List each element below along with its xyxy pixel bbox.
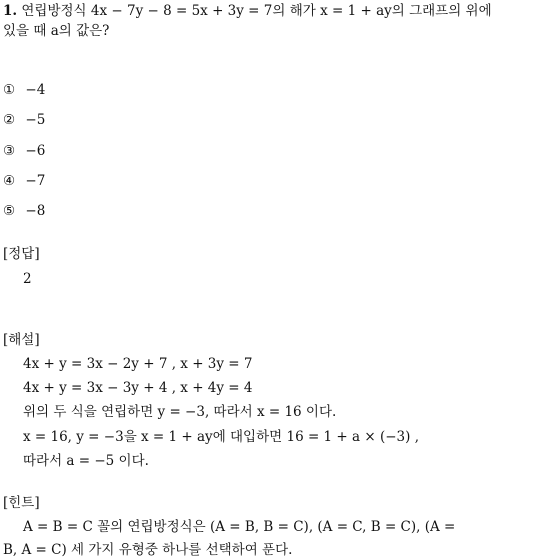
option-4[interactable]: [3, 172, 45, 190]
option-2[interactable]: [3, 111, 45, 129]
question-text-line-1: 연립방정식 4x − 7y − 8 = 5x + 3y = 7의 해가 x = 1 + ay의 그래프의 위에: [21, 3, 492, 19]
option-value: −8: [25, 203, 46, 219]
question-text-line-2: 있을 때 a의 값은?: [3, 23, 110, 39]
option-marker: ③: [3, 143, 16, 159]
option-marker: ④: [3, 173, 16, 189]
solution-label: [해설]: [3, 332, 40, 348]
option-marker: ①: [3, 82, 16, 98]
hint-line-2: B, A = C) 세 가지 유형중 하나를 선택하여 푼다.: [3, 542, 293, 558]
option-marker: ②: [3, 112, 16, 128]
answer-value: 2: [23, 271, 32, 287]
hint-line-1: A = B = C 꼴의 연립방정식은 (A = B, B = C), (A = C, B = C), (A =: [23, 519, 456, 535]
question-number: 1.: [3, 3, 18, 19]
option-5[interactable]: [3, 202, 45, 220]
option-marker: ⑤: [3, 203, 16, 219]
option-value: −4: [25, 82, 46, 98]
option-value: −5: [25, 112, 46, 128]
answer-label: [정답]: [3, 246, 40, 262]
option-3[interactable]: [3, 142, 45, 160]
solution-line-1: 4x + y = 3x − 2y + 7 , x + 3y = 7: [23, 356, 253, 372]
solution-line-2: 4x + y = 3x − 3y + 4 , x + 4y = 4: [23, 380, 253, 396]
question-line-1: [3, 2, 492, 20]
solution-line-3: 위의 두 식을 연립하면 y = −3, 따라서 x = 16 이다.: [23, 404, 337, 420]
option-value: −6: [25, 143, 46, 159]
option-value: −7: [25, 173, 46, 189]
hint-label: [힌트]: [3, 495, 40, 511]
option-1[interactable]: [3, 81, 45, 99]
solution-line-4: x = 16, y = −3을 x = 1 + ay에 대입하면 16 = 1 + a × (−3) ,: [23, 429, 419, 445]
solution-line-5: 따라서 a = −5 이다.: [23, 453, 149, 469]
